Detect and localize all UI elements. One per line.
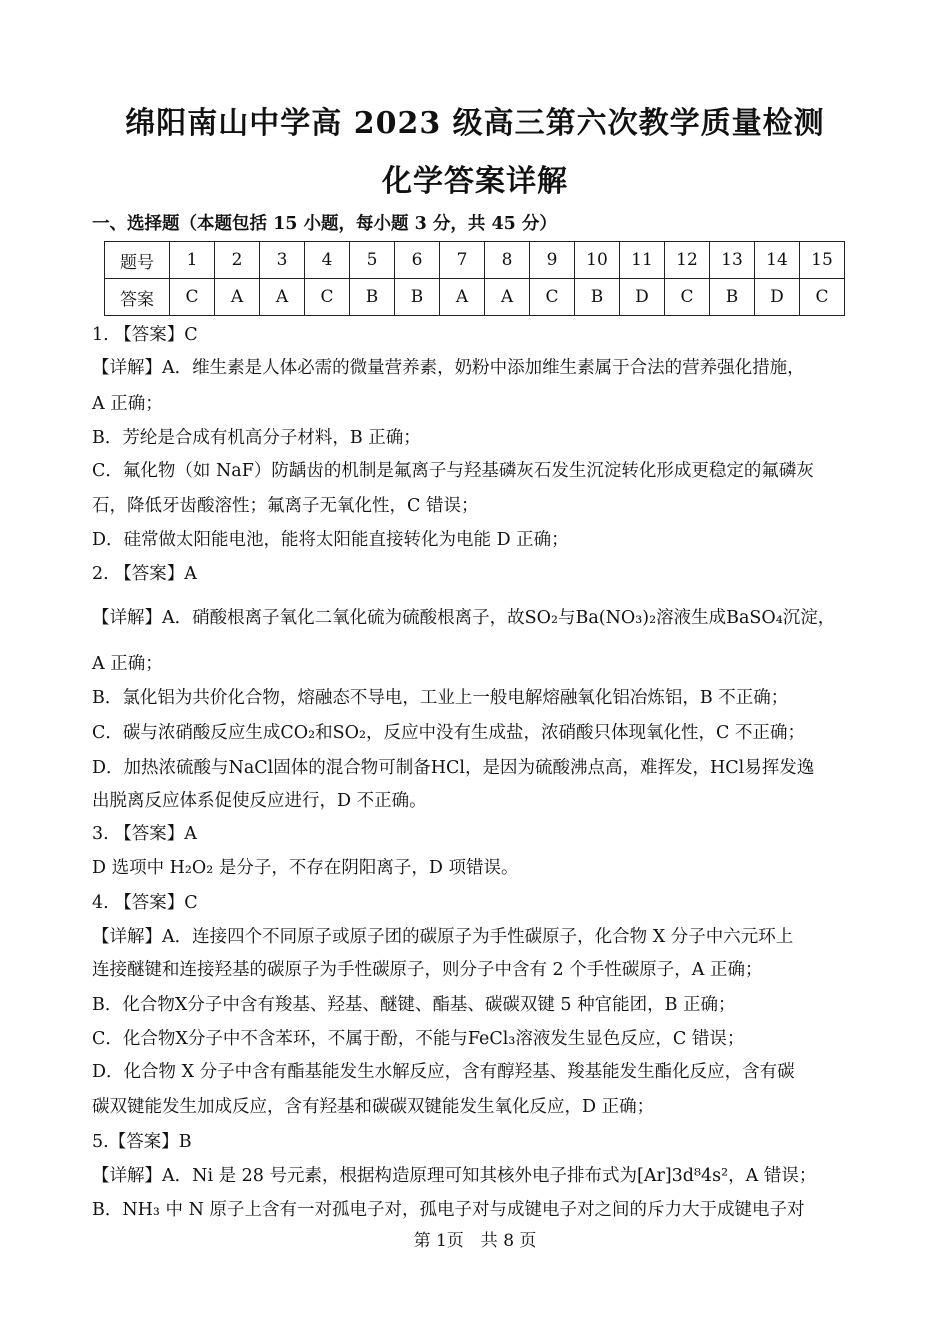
text-line: B．氯化铝为共价化合物，熔融态不导电，工业上一般电解熔融氧化铝冶炼铝，B 不正确； [92,688,789,708]
table-cell-answer: C [665,279,710,316]
table-cell-answer: B [350,279,395,316]
document-title: 绵阳南山中学高 2023 级高三第六次教学质量检测 [125,106,825,141]
table-cell-answer: C [800,279,845,316]
table-row [105,242,845,279]
table-cell-number: 8 [485,242,530,279]
table-cell-answer: D [755,279,800,316]
table-cell-number: 7 [440,242,485,279]
text-line: D．加热浓硫酸与NaCl固体的混合物可制备HCl，是因为硫酸沸点高，难挥发，HCl易挥发逸 [92,758,815,778]
table-row-label: 答案 [105,279,170,316]
text-line: A 正确； [92,654,163,674]
text-line: C．氟化物（如 NaF）防龋齿的机制是氟离子与羟基磷灰石发生沉淀转化形成更稳定的氟磷灰 [92,461,814,481]
text-line: 【详解】A．连接四个不同原子或原子团的碳原子为手性碳原子，化合物 X 分子中六元环上 [92,927,794,947]
text-line: B．NH₃ 中 N 原子上含有一对孤电子对，孤电子对与成键电子对之间的斥力大于成键电子对 [92,1200,805,1220]
text-line: 石，降低牙齿酸溶性；氟离子无氧化性，C 错误； [92,496,479,516]
table-cell-number: 2 [215,242,260,279]
table-cell-number: 11 [620,242,665,279]
table-cell-number: 1 [170,242,215,279]
table-cell-answer: A [215,279,260,316]
text-line: 【详解】A．硝酸根离子氧化二氧化硫为硫酸根离子，故SO₂与Ba(NO₃)₂溶液生成BaSO₄沉淀， [92,608,836,628]
table-cell-answer: C [530,279,575,316]
text-line: 【详解】A．Ni 是 28 号元素，根据构造原理可知其核外电子排布式为[Ar]3d⁸4s²，A 错误； [92,1166,817,1186]
table-cell-answer: B [710,279,755,316]
text-line: 连接醚键和连接羟基的碳原子为手性碳原子，则分子中含有 2 个手性碳原子，A 正确； [92,960,763,980]
text-line: 4. 【答案】C [92,893,198,913]
text-line: D．硅常做太阳能电池，能将太阳能直接转化为电能 D 正确； [92,530,569,550]
section-heading: 一、选择题（本题包括 15 小题，每小题 3 分，共 45 分） [92,214,557,234]
table-cell-number: 5 [350,242,395,279]
table-cell-answer: D [620,279,665,316]
text-line: D．化合物 X 分子中含有酯基能发生水解反应，含有醇羟基、羧基能发生酯化反应，含有碳 [92,1062,795,1082]
table-cell-number: 13 [710,242,755,279]
table-cell-number: 9 [530,242,575,279]
table-cell-number: 15 [800,242,845,279]
text-line: C．化合物X分子中不含苯环，不属于酚，不能与FeCl₃溶液发生显色反应，C 错误； [92,1029,745,1049]
document-subtitle: 化学答案详解 [382,164,568,199]
text-line: 5.【答案】B [92,1132,192,1152]
text-line: 碳双键能发生加成反应，含有羟基和碳碳双键能发生氧化反应，D 正确； [92,1097,655,1117]
text-line: B．化合物X分子中含有羧基、羟基、醚键、酯基、碳碳双键 5 种官能团，B 正确； [92,995,736,1015]
text-line: 1. 【答案】C [92,325,198,345]
table-cell-number: 4 [305,242,350,279]
table-cell-answer: C [305,279,350,316]
table-row-label: 题号 [105,242,170,279]
table-cell-number: 14 [755,242,800,279]
table-cell-number: 12 [665,242,710,279]
text-line: 【详解】A．维生素是人体必需的微量营养素，奶粉中添加维生素属于合法的营养强化措施， [92,358,805,378]
page-footer: 第 1页 共 8 页 [413,1231,537,1251]
table-cell-answer: C [170,279,215,316]
text-line: 出脱离反应体系促使反应进行，D 不正确。 [92,791,427,811]
table-cell-number: 10 [575,242,620,279]
text-line: B．芳纶是合成有机高分子材料，B 正确； [92,428,421,448]
table-cell-answer: A [440,279,485,316]
text-line: 2. 【答案】A [92,564,197,584]
text-line: 3. 【答案】A [92,824,197,844]
table-cell-answer: A [485,279,530,316]
text-line: A 正确； [92,394,163,414]
table-cell-number: 6 [395,242,440,279]
table-cell-answer: B [575,279,620,316]
table-cell-answer: A [260,279,305,316]
table-cell-answer: B [395,279,440,316]
table-cell-number: 3 [260,242,305,279]
text-line: D 选项中 H₂O₂ 是分子，不存在阴阳离子，D 项错误。 [92,858,519,878]
text-line: C．碳与浓硝酸反应生成CO₂和SO₂，反应中没有生成盐，浓硝酸只体现氧化性，C 不正确； [92,723,805,743]
answer-table [104,241,845,316]
table-row [105,279,845,316]
